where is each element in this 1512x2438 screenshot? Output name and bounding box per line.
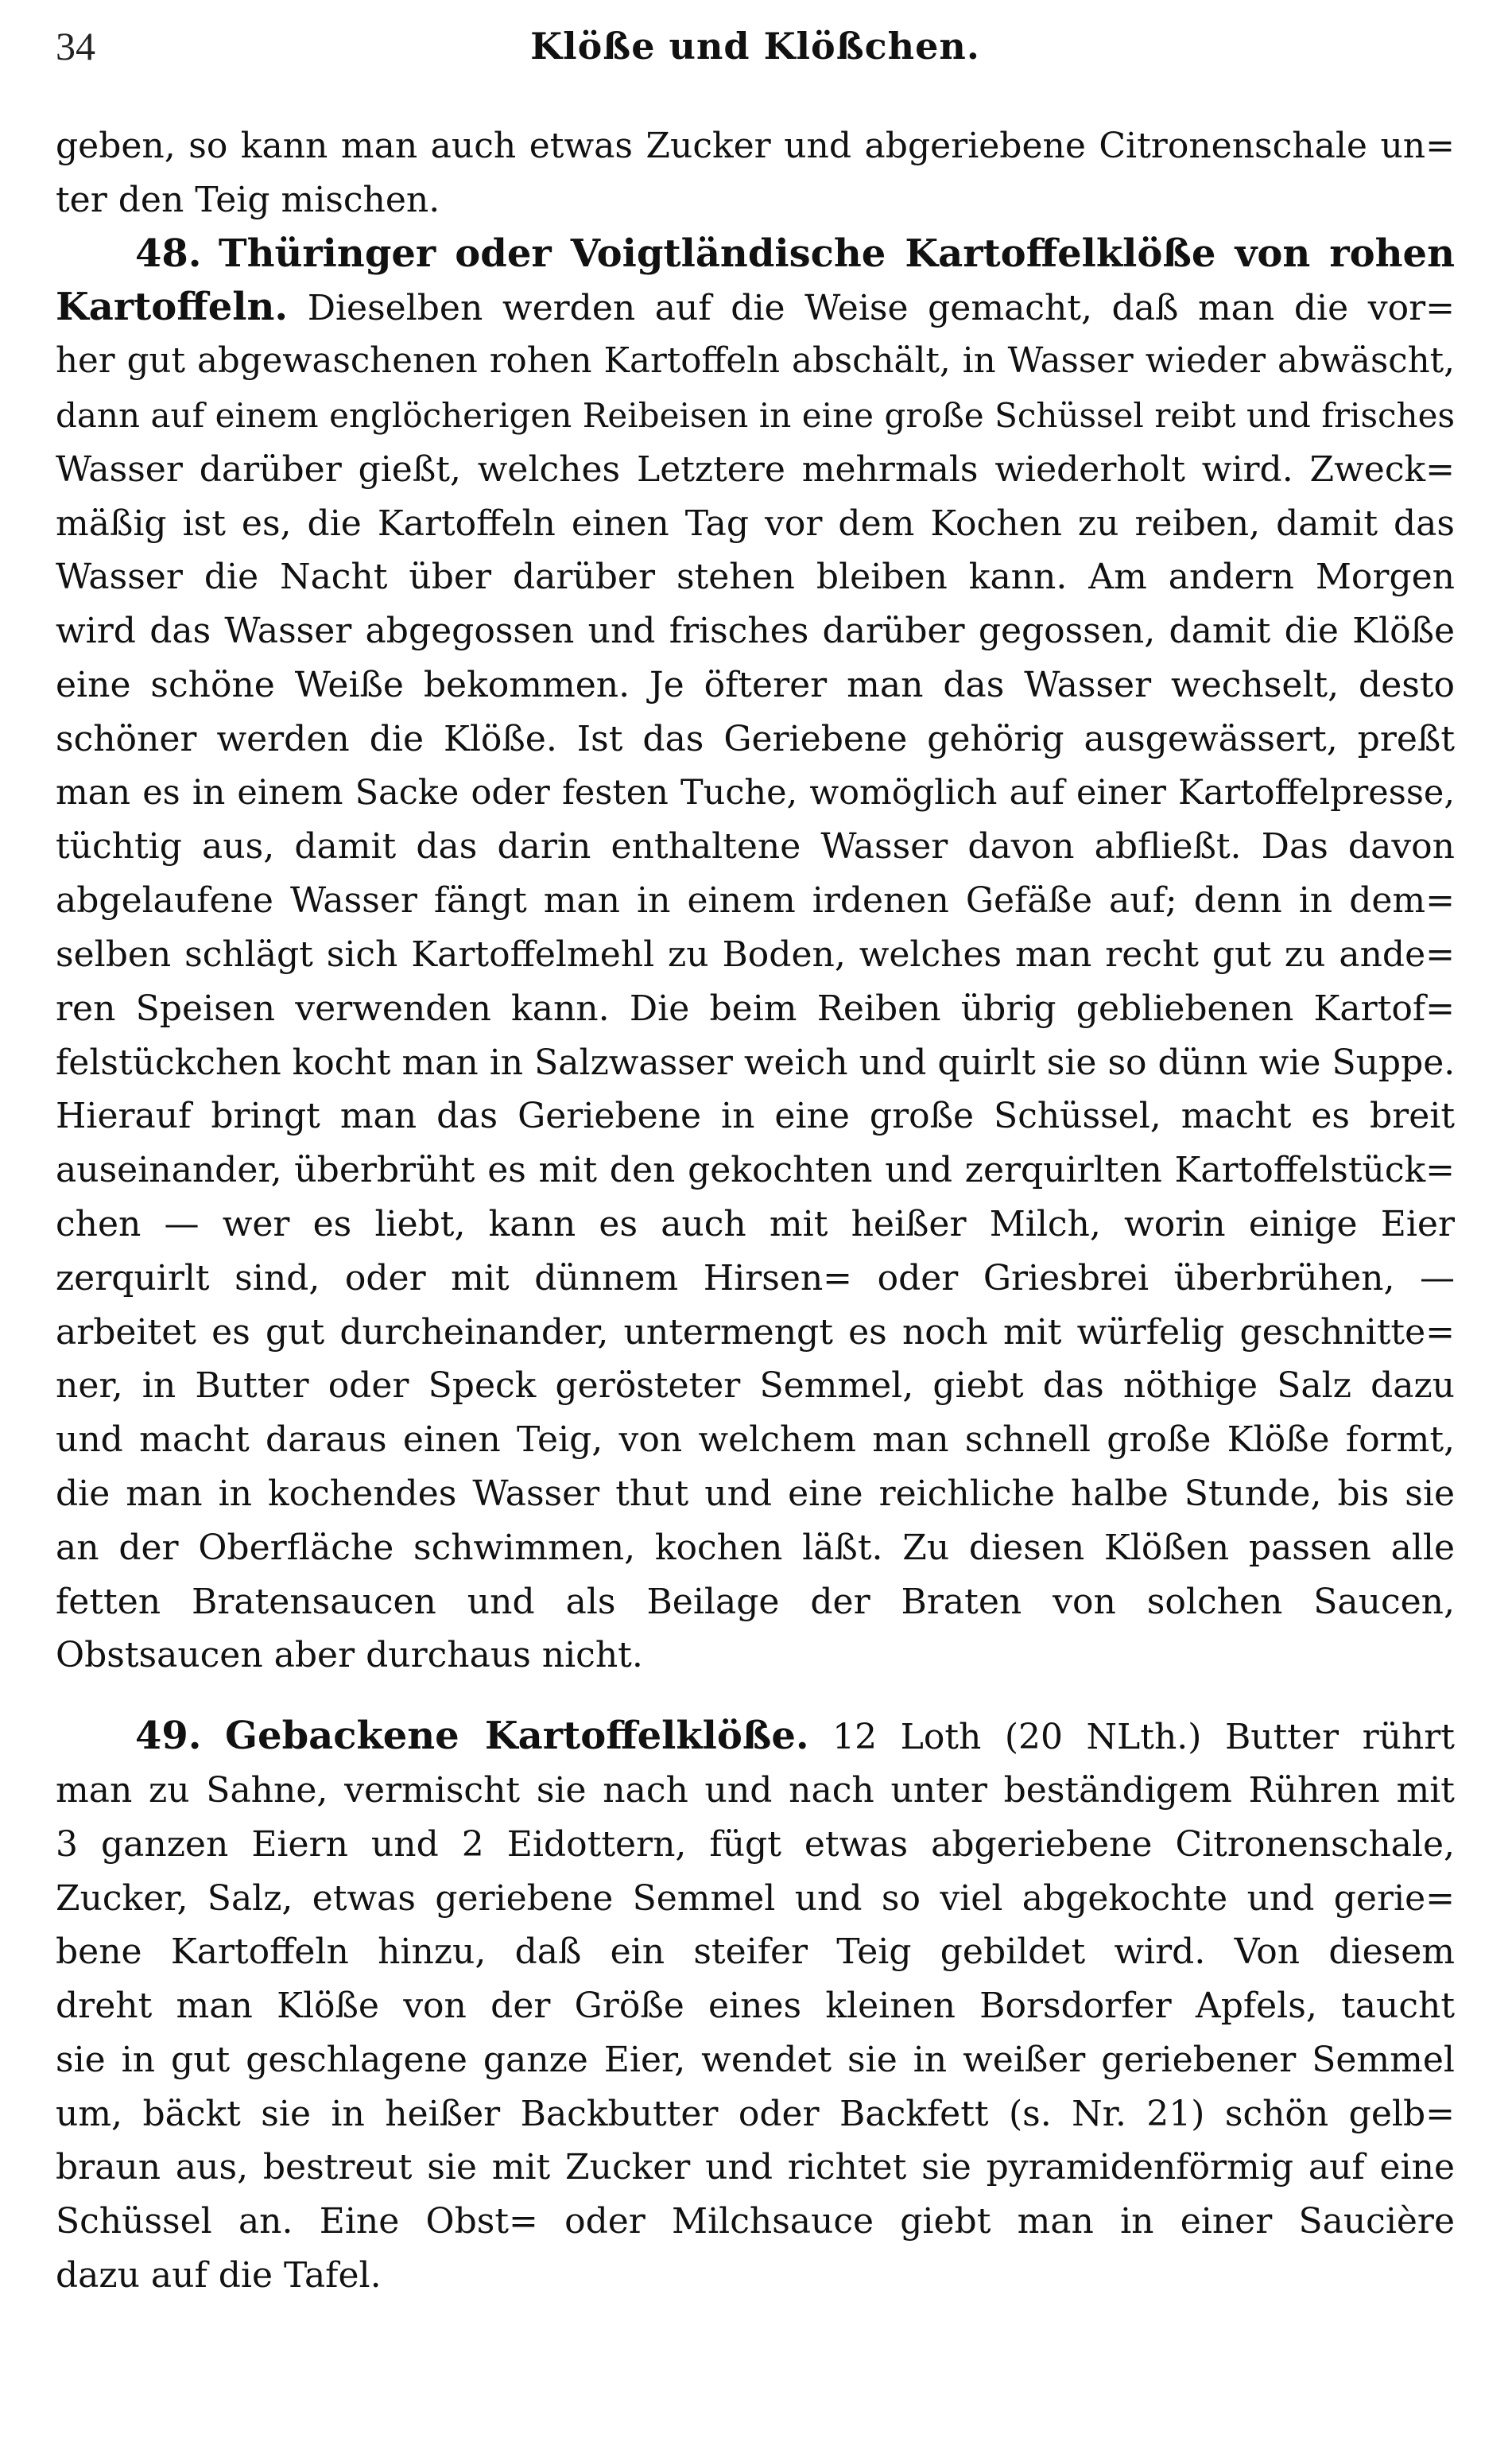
- text-line: arbeitet es gut durcheinander, untermengt es noch mit würfelig geschnitte=: [56, 1311, 1455, 1353]
- text-line: dreht man Klöße von der Größe eines kleinen Borsdorfer Apfels, taucht: [56, 1986, 1455, 2027]
- text-line: man es in einem Sacke oder festen Tuche, womöglich auf einer Kartoffelpresse,: [56, 772, 1455, 813]
- text-line: wird das Wasser abgegossen und frisches darüber gegossen, damit die Klöße: [56, 611, 1455, 652]
- text-line: braun aus, bestreut sie mit Zucker und richtet sie pyramidenförmig auf eine: [56, 2147, 1455, 2188]
- text-line: schöner werden die Klöße. Ist das Geriebene gehörig ausgewässert, preßt: [56, 718, 1455, 759]
- text-line: geben, so kann man auch etwas Zucker und abgeriebene Citronenschale un=: [56, 126, 1455, 166]
- running-title: Klöße und Klößchen.: [530, 25, 980, 68]
- text-line: sie in gut geschlagene ganze Eier, wendet sie in weißer geriebener Semmel: [56, 2039, 1455, 2080]
- text-line: auseinander, überbrüht es mit den gekochten und zerquirlten Kartoffelstück=: [56, 1150, 1455, 1191]
- recipe-first-line: [56, 281, 1455, 335]
- recipe-heading-line: [56, 1710, 1455, 1764]
- recipe-number: 48.: [135, 231, 202, 276]
- text-line: selben schlägt sich Kartoffelmehl zu Boden, welches man recht gut zu ande=: [56, 934, 1455, 975]
- text-line: Schüssel an. Eine Obst= oder Milchsauce giebt man in einer Saucière: [56, 2201, 1455, 2242]
- text-line: bene Kartoffeln hinzu, daß ein steifer Teig gebildet wird. Von diesem: [56, 1931, 1455, 1973]
- recipe-text: Dieselben werden auf die Weise gemacht, daß man die vor=: [288, 288, 1455, 329]
- page-number: 34: [56, 24, 95, 68]
- text-line: an der Oberfläche schwimmen, kochen läßt. Zu diesen Klößen passen alle: [56, 1527, 1455, 1568]
- text-line: ren Speisen verwenden kann. Die beim Reiben übrig gebliebenen Kartof=: [56, 988, 1455, 1029]
- text-line: chen — wer es liebt, kann es auch mit heißer Milch, worin einige Eier: [56, 1203, 1455, 1244]
- text-line: 3 ganzen Eiern und 2 Eidottern, fügt etwas abgeriebene Citronenschale,: [56, 1823, 1455, 1865]
- text-line: dazu auf die Tafel.: [56, 2255, 382, 2296]
- recipe-title: Gebackene Kartoffelklöße.: [225, 1714, 809, 1759]
- text-line: Wasser die Nacht über darüber stehen bleiben kann. Am andern Morgen: [56, 557, 1455, 598]
- text-line: fetten Bratensaucen und als Beilage der Braten von solchen Saucen,: [56, 1581, 1455, 1622]
- text-line: her gut abgewaschenen rohen Kartoffeln abschält, in Wasser wieder abwäscht,: [56, 341, 1455, 382]
- text-line: abgelaufene Wasser fängt man in einem irdenen Gefäße auf; denn in dem=: [56, 880, 1455, 922]
- text-line: und macht daraus einen Teig, von welchem man schnell große Klöße formt,: [56, 1419, 1455, 1461]
- recipe-heading-line: [56, 227, 1455, 281]
- text-line: tüchtig aus, damit das darin enthaltene Wasser davon abfließt. Das davon: [56, 826, 1455, 868]
- recipe-title-continued: Kartoffeln.: [56, 285, 289, 330]
- text-line: Hierauf bringt man das Geriebene in eine große Schüssel, macht es breit: [56, 1096, 1455, 1137]
- text-line: dann auf einem englöcherigen Reibeisen in eine große Schüssel reibt und frisches: [56, 395, 1455, 435]
- text-line: zerquirlt sind, oder mit dünnem Hirsen= oder Griesbrei überbrühen, —: [56, 1257, 1455, 1299]
- body-text: [56, 119, 1455, 2303]
- text-line: die man in kochendes Wasser thut und eine reichliche halbe Stunde, bis sie: [56, 1473, 1455, 1514]
- text-line: ter den Teig mischen.: [56, 179, 440, 220]
- text-line: Zucker, Salz, etwas geriebene Semmel und so viel abgekochte und gerie=: [56, 1877, 1455, 1919]
- text-line: eine schöne Weiße bekommen. Je öfterer man das Wasser wechselt, desto: [56, 664, 1455, 705]
- text-line: Wasser darüber gießt, welches Letztere mehrmals wiederholt wird. Zweck=: [56, 448, 1455, 490]
- text-line: mäßig ist es, die Kartoffeln einen Tag vor dem Kochen zu reiben, damit das: [56, 503, 1455, 544]
- page-header: [56, 22, 1455, 78]
- recipe-text: 12 Loth (20 NLth.) Butter rührt: [808, 1717, 1455, 1758]
- text-line: man zu Sahne, vermischt sie nach und nach unter beständigem Rühren mit: [56, 1769, 1455, 1811]
- recipe-number: 49.: [135, 1714, 202, 1759]
- text-line: um, bäckt sie in heißer Backbutter oder Backfett (s. Nr. 21) schön gelb=: [56, 2093, 1455, 2134]
- text-line: ner, in Butter oder Speck gerösteter Semmel, giebt das nöthige Salz dazu: [56, 1365, 1455, 1407]
- text-line: felstückchen kocht man in Salzwasser weich und quirlt sie so dünn wie Suppe.: [56, 1042, 1455, 1083]
- text-line: Obstsaucen aber durchaus nicht.: [56, 1635, 643, 1676]
- recipe-title: Thüringer oder Voigtländische Kartoffelklöße von rohen: [218, 231, 1455, 276]
- paragraph-gap: [56, 1683, 1455, 1710]
